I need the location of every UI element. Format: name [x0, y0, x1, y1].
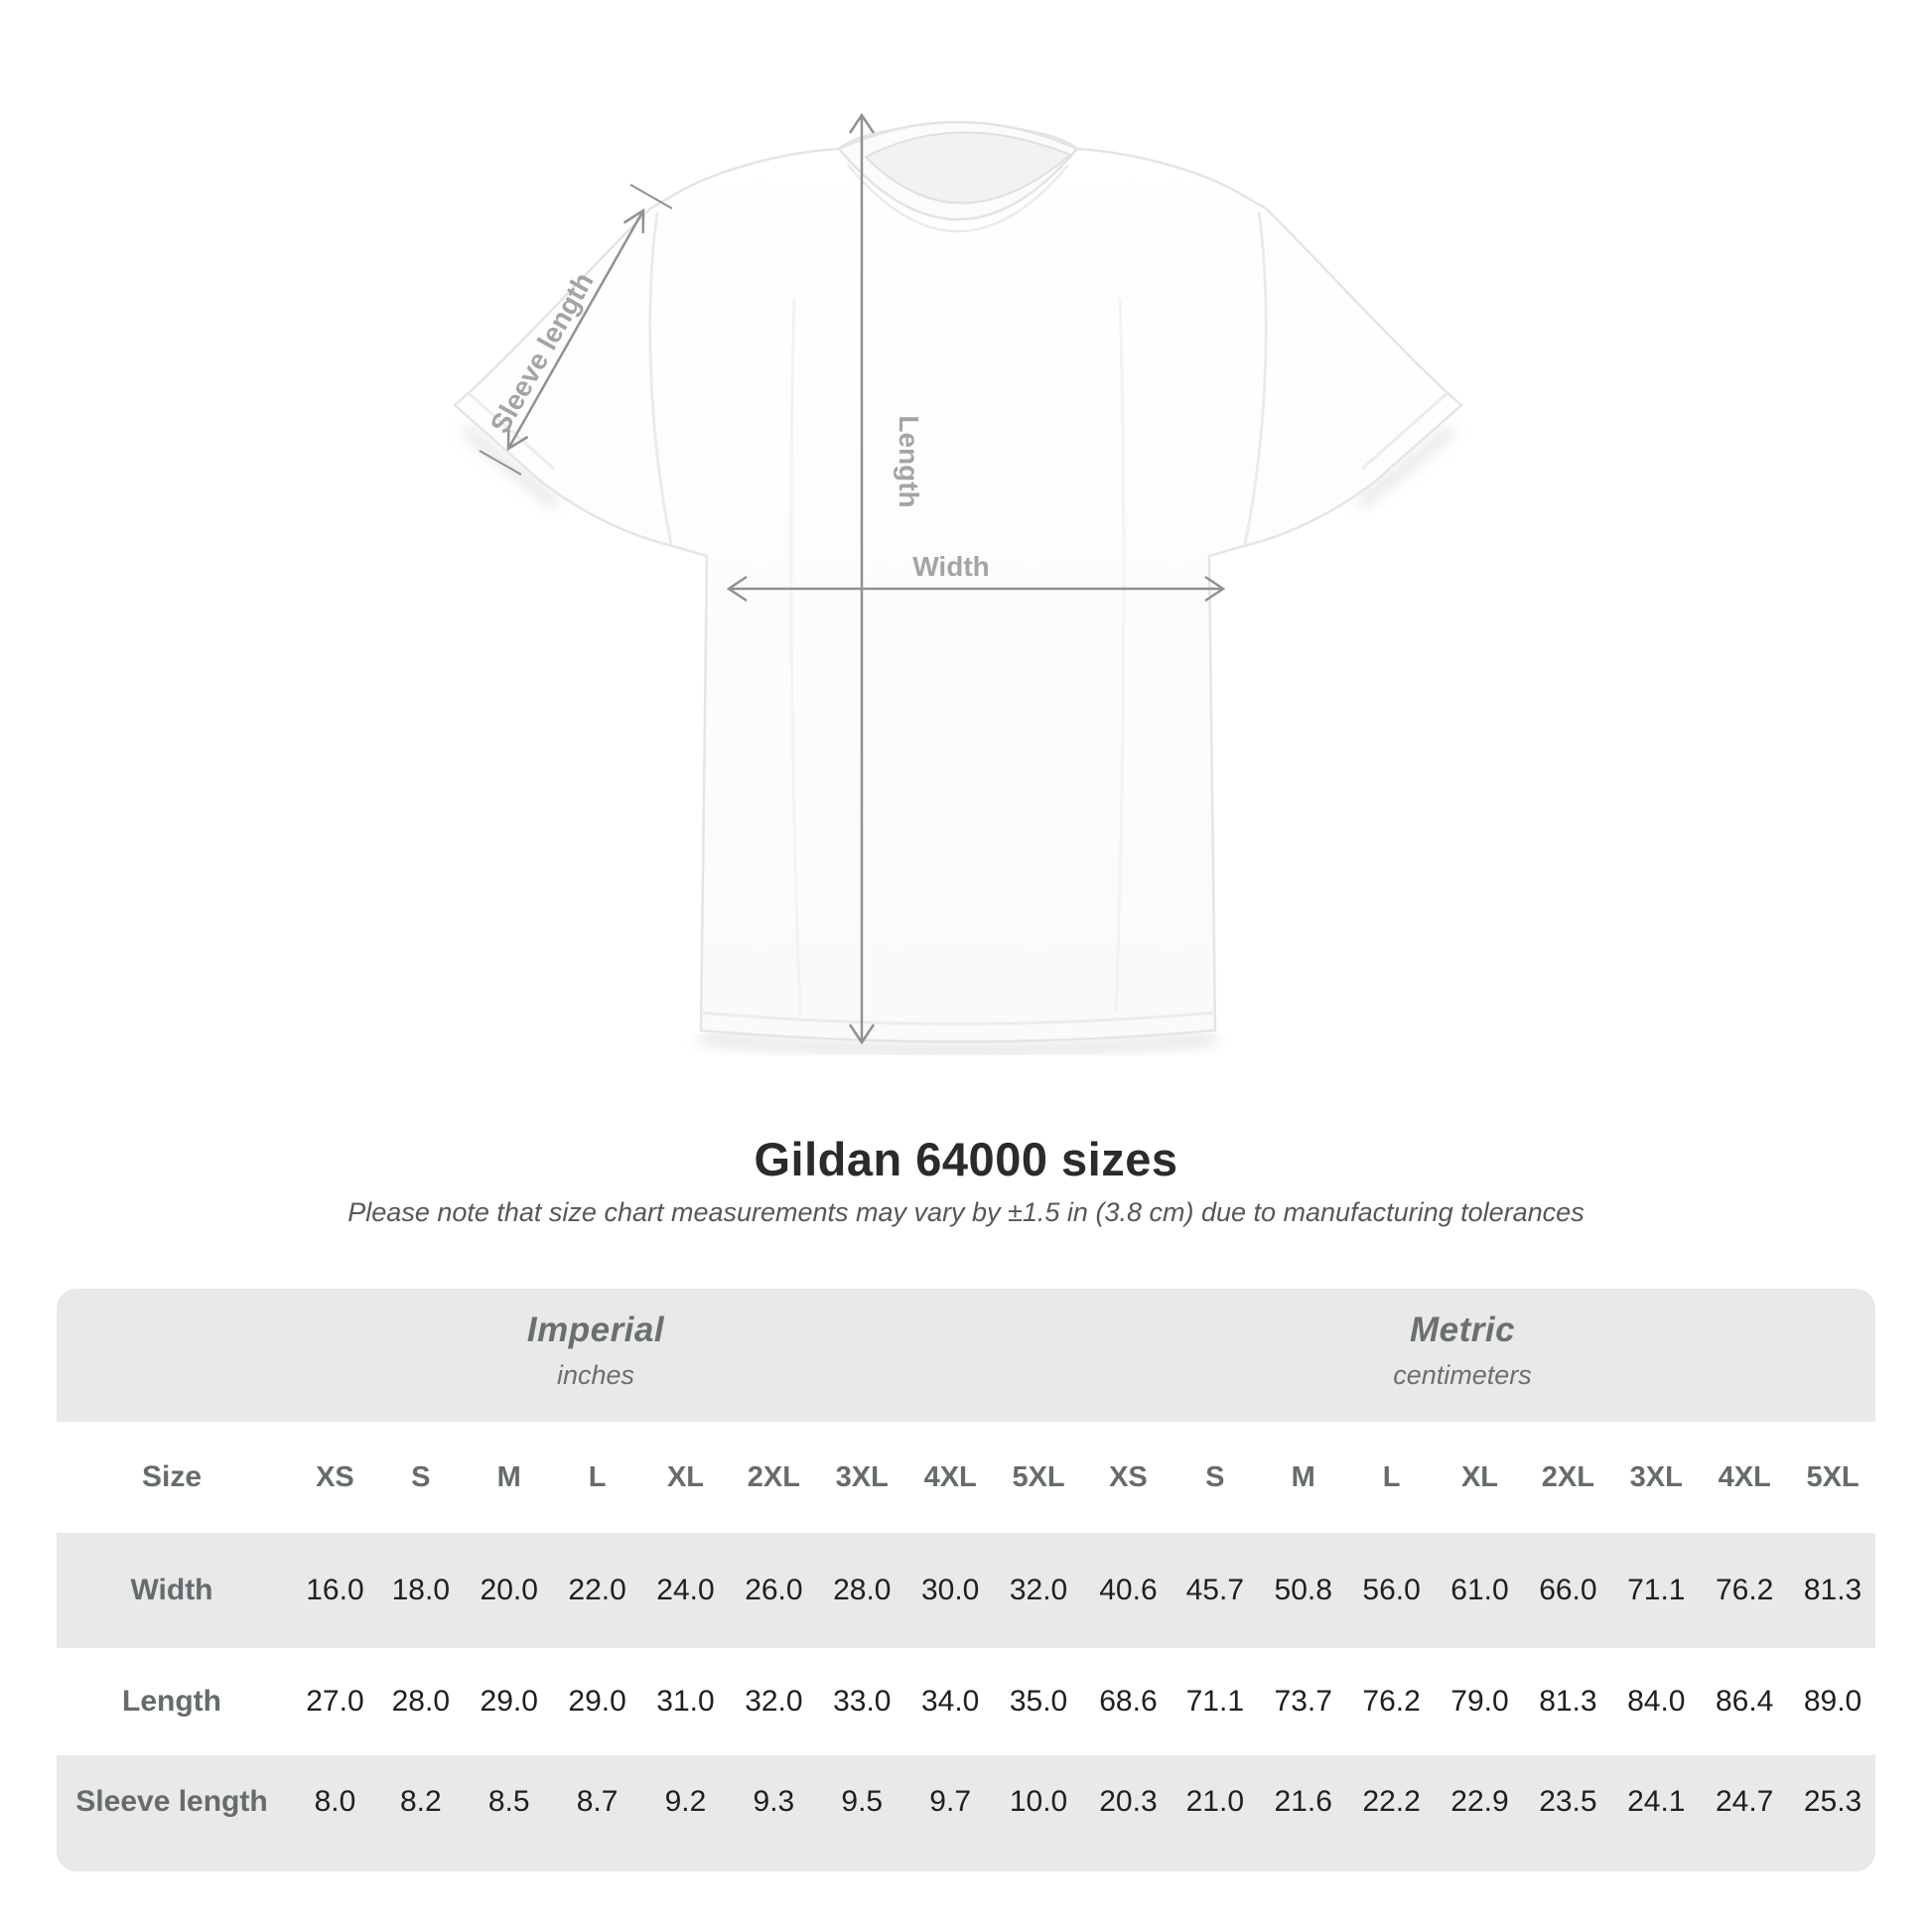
- imperial-unit: inches: [556, 1360, 635, 1390]
- row-label-width: Width: [57, 1533, 287, 1648]
- size-col-header: 3XL: [1610, 1422, 1699, 1533]
- length-value-cell: 81.3: [1522, 1648, 1610, 1755]
- width-value-cell: 20.0: [464, 1533, 552, 1648]
- sleeve-value-cell: 8.7: [552, 1755, 640, 1871]
- width-value-cell: 45.7: [1170, 1533, 1258, 1648]
- length-value-cell: 68.6: [1081, 1648, 1170, 1755]
- length-value-cell: 76.2: [1346, 1648, 1435, 1755]
- width-value-cell: 56.0: [1346, 1533, 1435, 1648]
- length-value-cell: 73.7: [1258, 1648, 1346, 1755]
- size-col-header: L: [552, 1422, 640, 1533]
- length-value-cell: 89.0: [1787, 1648, 1875, 1755]
- metric-unit: centimeters: [1393, 1360, 1532, 1390]
- sleeve-value-cell: 8.0: [287, 1755, 375, 1871]
- width-value-cell: 18.0: [375, 1533, 464, 1648]
- size-col-header: XS: [1081, 1422, 1170, 1533]
- sleeve-value-cell: 8.2: [375, 1755, 464, 1871]
- sleeve-value-cell: 8.5: [464, 1755, 552, 1871]
- imperial-title: Imperial: [526, 1311, 665, 1349]
- page-title: Gildan 64000 sizes: [754, 1133, 1178, 1185]
- shirt-body: [455, 125, 1461, 1041]
- sleeve-value-cell: 9.3: [728, 1755, 816, 1871]
- size-table-panel: [57, 1289, 1875, 1871]
- sleeve-value-cell: 23.5: [1522, 1755, 1610, 1871]
- length-value-cell: 31.0: [640, 1648, 729, 1755]
- width-value-cell: 26.0: [728, 1533, 816, 1648]
- sleeve-value-cell: 24.7: [1699, 1755, 1787, 1871]
- imperial-section-header: [298, 1311, 894, 1391]
- width-value-cell: 30.0: [904, 1533, 993, 1648]
- size-col-header: M: [464, 1422, 552, 1533]
- row-label-sleeve: Sleeve length: [57, 1755, 287, 1871]
- sleeve-length-label: Sleeve length: [483, 267, 600, 439]
- sleeve-value-cell: 24.1: [1610, 1755, 1699, 1871]
- length-value-cell: 28.0: [375, 1648, 464, 1755]
- row-label-sizes: Size: [57, 1422, 287, 1533]
- length-value-cell: 27.0: [287, 1648, 375, 1755]
- length-label: Length: [894, 415, 924, 508]
- sleeve-value-cell: 9.2: [640, 1755, 729, 1871]
- size-col-header: M: [1258, 1422, 1346, 1533]
- size-col-header: S: [1170, 1422, 1258, 1533]
- size-col-header: 4XL: [904, 1422, 993, 1533]
- length-value-cell: 29.0: [464, 1648, 552, 1755]
- sleeve-value-cell: 10.0: [993, 1755, 1081, 1871]
- sleeve-value-cell: 21.0: [1170, 1755, 1258, 1871]
- width-value-cell: 50.8: [1258, 1533, 1346, 1648]
- size-col-header: XS: [287, 1422, 375, 1533]
- size-col-header: 2XL: [1522, 1422, 1610, 1533]
- width-value-cell: 76.2: [1699, 1533, 1787, 1648]
- length-value-cell: 79.0: [1435, 1648, 1523, 1755]
- width-value-cell: 81.3: [1787, 1533, 1875, 1648]
- width-value-cell: 24.0: [640, 1533, 729, 1648]
- length-value-cell: 35.0: [993, 1648, 1081, 1755]
- size-col-header: 5XL: [993, 1422, 1081, 1533]
- metric-section-header: [1165, 1311, 1760, 1391]
- length-value-cell: 34.0: [904, 1648, 993, 1755]
- length-value-cell: 84.0: [1610, 1648, 1699, 1755]
- width-value-cell: 66.0: [1522, 1533, 1610, 1648]
- width-label: Width: [912, 551, 990, 582]
- sleeve-value-cell: 9.5: [816, 1755, 904, 1871]
- row-label-length: Length: [57, 1648, 287, 1755]
- page-subtitle: Please note that size chart measurements may vary by ±1.5 in (3.8 cm) due to manufacturing tolerances: [347, 1197, 1585, 1227]
- width-value-cell: 61.0: [1435, 1533, 1523, 1648]
- sleeve-value-cell: 20.3: [1081, 1755, 1170, 1871]
- length-value-cell: 86.4: [1699, 1648, 1787, 1755]
- metric-title: Metric: [1409, 1311, 1516, 1349]
- width-value-cell: 16.0: [287, 1533, 375, 1648]
- sleeve-value-cell: 9.7: [904, 1755, 993, 1871]
- size-col-header: 5XL: [1787, 1422, 1875, 1533]
- sleeve-value-cell: 22.2: [1346, 1755, 1435, 1871]
- sleeve-value-cell: 22.9: [1435, 1755, 1523, 1871]
- length-value-cell: 32.0: [728, 1648, 816, 1755]
- length-value-cell: 33.0: [816, 1648, 904, 1755]
- width-value-cell: 32.0: [993, 1533, 1081, 1648]
- width-value-cell: 28.0: [816, 1533, 904, 1648]
- size-col-header: L: [1346, 1422, 1435, 1533]
- size-col-header: XL: [1435, 1422, 1523, 1533]
- sleeve-value-cell: 25.3: [1787, 1755, 1875, 1871]
- size-col-header: XL: [640, 1422, 729, 1533]
- width-value-cell: 40.6: [1081, 1533, 1170, 1648]
- length-value-cell: 29.0: [552, 1648, 640, 1755]
- table-grid: [57, 1422, 1875, 1871]
- sleeve-value-cell: 21.6: [1258, 1755, 1346, 1871]
- size-col-header: 2XL: [728, 1422, 816, 1533]
- length-value-cell: 71.1: [1170, 1648, 1258, 1755]
- width-value-cell: 22.0: [552, 1533, 640, 1648]
- width-value-cell: 71.1: [1610, 1533, 1699, 1648]
- size-col-header: 4XL: [1699, 1422, 1787, 1533]
- size-col-header: S: [375, 1422, 464, 1533]
- size-col-header: 3XL: [816, 1422, 904, 1533]
